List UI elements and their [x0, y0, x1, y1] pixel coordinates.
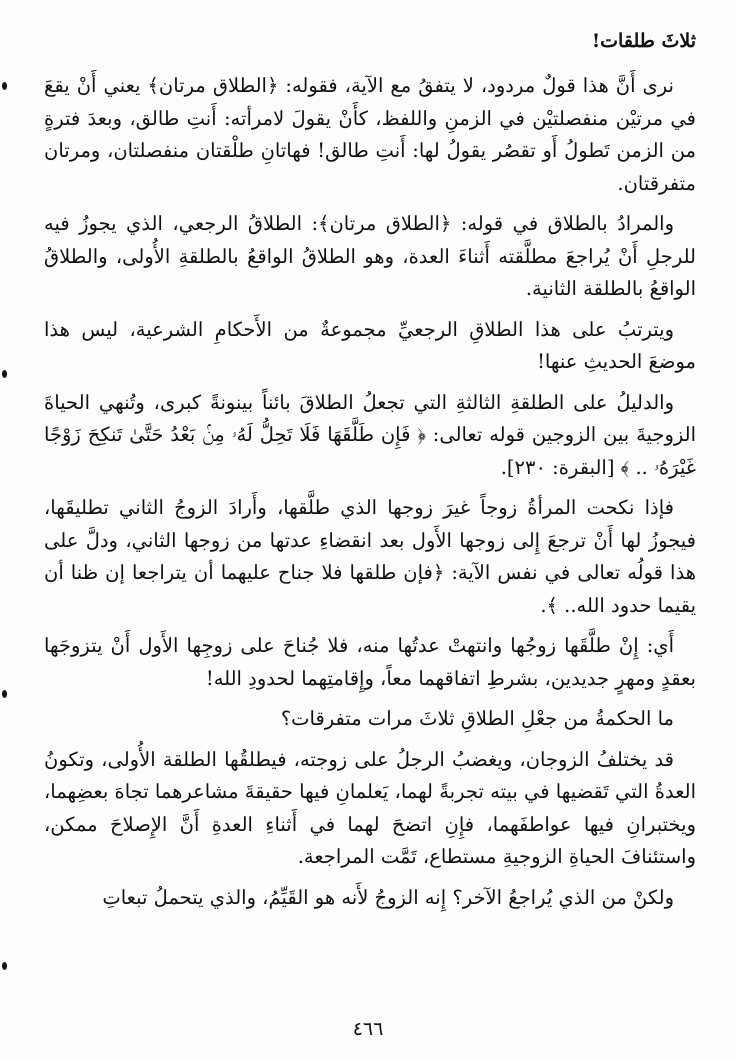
running-title: ثلاثَ طلقات!: [591, 30, 696, 52]
margin-mark: [2, 690, 7, 698]
question-heading: ما الحكمةُ من جعْلِ الطلاقِ ثلاثَ مرات متفرقات؟: [280, 707, 674, 730]
paragraph: قد يختلفُ الزوجان، ويغضبُ الرجلُ على زوجته، فيطلقُها الطلقة الأُولى، وتكونُ العدةُ التي تَقضيها في بيته تجربةً لهما، يَعلمانِ فيها حقيقةَ مشاعرهما تجاهَ بعضِهما، ويختبرانِ فيها عواطفَهما، فإِنِ اتضحَ لهما في أَثناءِ العدةِ أَنَّ الإِصلاحَ ممكن، واستئنافَ الحياةِ الزوجيةِ مستطاع، تَمَّت المراجعة.: [44, 747, 696, 868]
paragraph: والمرادُ بالطلاق في قوله: ﴿الطلاق مرتان﴾: الطلاقُ الرجعي، الذي يجوزُ فيه للرجلِ أَنْ يُراجعَ مطلَّقته أَثناءَ العدة، وهو الطلاقُ الواقعُ بالطلقةِ الأُولى، والطلاقُ الواقعُ بالطلقة الثانية.: [44, 212, 696, 300]
margin-mark: [2, 82, 7, 90]
page-number: ٤٦٦: [352, 1018, 384, 1040]
margin-mark: [2, 370, 7, 378]
paragraph: فإذا نكحت المرأةُ زوجاً غيرَ زوجها الذي طلَّقها، وأَرادَ الزوجُ الثاني تطليقَها، فيجوزُ لها أَنْ ترجعَ إِلى زوجها الأَول بعد انقضاءِ عدتها من زوجها الثاني، ودلَّ على هذا قولُه تعالى في نفس الآية: ﴿فإن طلقها فلا جناح عليهما أن يتراجعا إن ظنا أن يقيما حدود الله.. ﴾.: [44, 496, 696, 617]
page-body: [44, 70, 696, 922]
paragraph: ولكنْ من الذي يُراجعُ الآخر؟ إِنه الزوجُ لأَنه هو القَيِّمُ، والذي يتحملُ تبعاتِ: [102, 885, 674, 909]
paragraph: ويترتبُ على هذا الطلاقِ الرجعيِّ مجموعةٌ من الأَحكامِ الشرعية، ليس هذا موضعَ الحديثِ عنها!: [44, 317, 696, 373]
paragraph: والدليلُ على الطلقةِ الثالثةِ التي تجعلُ الطلاقَ بائناً بينونةً كبرى، وتُنهي الحياةَ الزوجيةَ بين الزوجين قوله تعالى: ﴿ فَإِن طَلَّقَهَا فَلَا تَحِلُّ لَهُۥ مِنۢ بَعْدُ حَتَّىٰ تَنكِحَ زَوْجًا غَيْرَهُۥ .. ﴾ [البقرة: ٢٣٠].: [44, 390, 696, 479]
margin-mark: [2, 962, 7, 970]
paragraph: أَي: إِنْ طلَّقَها زوجُها وانتهتْ عدتُها منه، فلا جُناحَ على زوجِها الأَول أَنْ يتزوجَها بعقدٍ ومهرٍ جديدين، بشرطِ اتفاقهما معاً، وإِقامتِهما لحدودِ الله!: [44, 634, 696, 690]
paragraph: نرى أَنَّ هذا قولٌ مردود، لا يتفقُ مع الآية، فقوله: ﴿الطلاق مرتان﴾ يعني أَنْ يقعَ في مرتيْن منفصلتيْن في الزمنِ واللفظ، كأَنْ يقولَ لامرأته: أَنتِ طالق، وبعدَ فترةٍ من الزمن تَطولُ أَو تقصُر يقولُ لها: أَنتِ طالق! فهاتانِ طلْقتان منفصلتان، ومرتان متفرقتان.: [44, 74, 696, 195]
